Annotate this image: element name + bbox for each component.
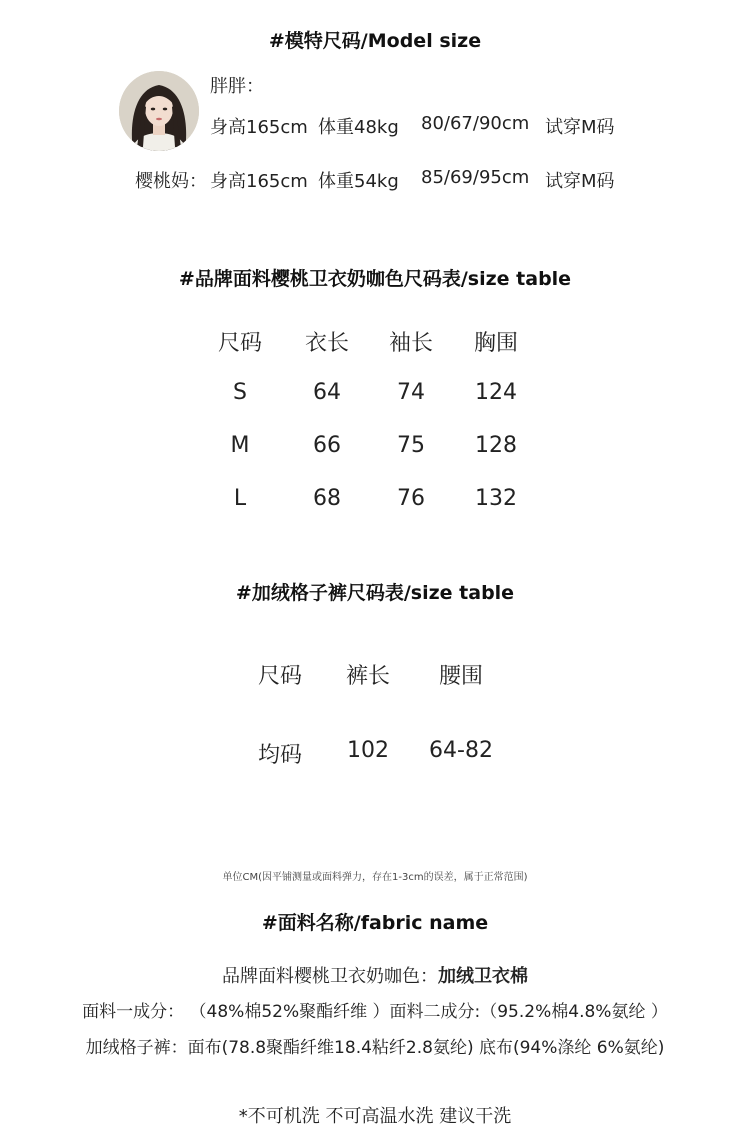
model1-height: 身高165cm (210, 117, 308, 138)
top-table-header: 衣长 (304, 331, 349, 356)
fabric-composition-line: 面料一成分： （48%棉52%聚酯纤维 ）面料二成分:（95.2%棉4.8%氨纶 ） (82, 1002, 668, 1022)
pants-table-header: 腰围 (438, 664, 483, 689)
top-table-cell: 68 (313, 486, 341, 511)
care-instructions: *不可机洗 不可高温水洗 建议干洗 (238, 1106, 512, 1127)
fabric-brand-value: 加绒卫衣棉 (438, 966, 528, 987)
top-table-cell: 132 (475, 486, 517, 511)
model2-measurements: 85/69/95cm (421, 167, 530, 188)
top-table-cell: 76 (397, 486, 425, 511)
pants-table-header: 尺码 (257, 664, 302, 689)
model2-height: 身高165cm (210, 171, 308, 192)
model1-weight: 体重48kg (318, 117, 399, 138)
fabric-brand-label: 品牌面料樱桃卫衣奶咖色： (222, 966, 438, 987)
top-table-cell: 128 (475, 433, 517, 458)
model2-tried-size: 试穿M码 (545, 171, 615, 192)
fabric-brand-line (0, 962, 750, 988)
model2-name: 樱桃妈： (135, 171, 207, 192)
model-avatar (119, 71, 199, 151)
model1-tried-size: 试穿M码 (545, 117, 615, 138)
top-table-cell: 66 (313, 433, 341, 458)
top-table-cell: S (233, 380, 247, 405)
model-portrait-image (119, 71, 199, 151)
pants-table-header: 裤长 (345, 664, 390, 689)
top-table-header: 胸围 (473, 331, 518, 356)
model1-measurements: 80/67/90cm (421, 113, 530, 134)
pants-table-cell: 64-82 (429, 738, 493, 763)
top-table-cell: M (230, 433, 250, 458)
top-size-table-heading: #品牌面料樱桃卫衣奶咖色尺码表/size table (178, 268, 572, 290)
top-table-cell: 124 (475, 380, 517, 405)
measurement-note: 单位CM(因平铺测量或面料弹力，存在1-3cm的误差，属于正常范围) (222, 872, 528, 883)
pants-fabric-line: 加绒格子裤：面布(78.8聚酯纤维18.4粘纤2.8氨纶) 底布(94%涤纶 6%氨纶) (85, 1038, 665, 1058)
model1-name: 胖胖： (210, 76, 264, 97)
top-table-header: 袖长 (388, 331, 433, 356)
top-table-cell: 74 (397, 380, 425, 405)
model-size-heading: #模特尺码/Model size (268, 30, 482, 52)
pants-table-cell: 均码 (257, 743, 302, 768)
pants-size-table-heading: #加绒格子裤尺码表/size table (235, 582, 515, 604)
top-table-cell: L (233, 486, 247, 511)
top-table-header: 尺码 (217, 331, 262, 356)
fabric-heading: #面料名称/fabric name (261, 912, 489, 934)
top-table-cell: 75 (397, 433, 425, 458)
top-table-cell: 64 (313, 380, 341, 405)
model2-weight: 体重54kg (318, 171, 399, 192)
pants-table-cell: 102 (347, 738, 389, 763)
